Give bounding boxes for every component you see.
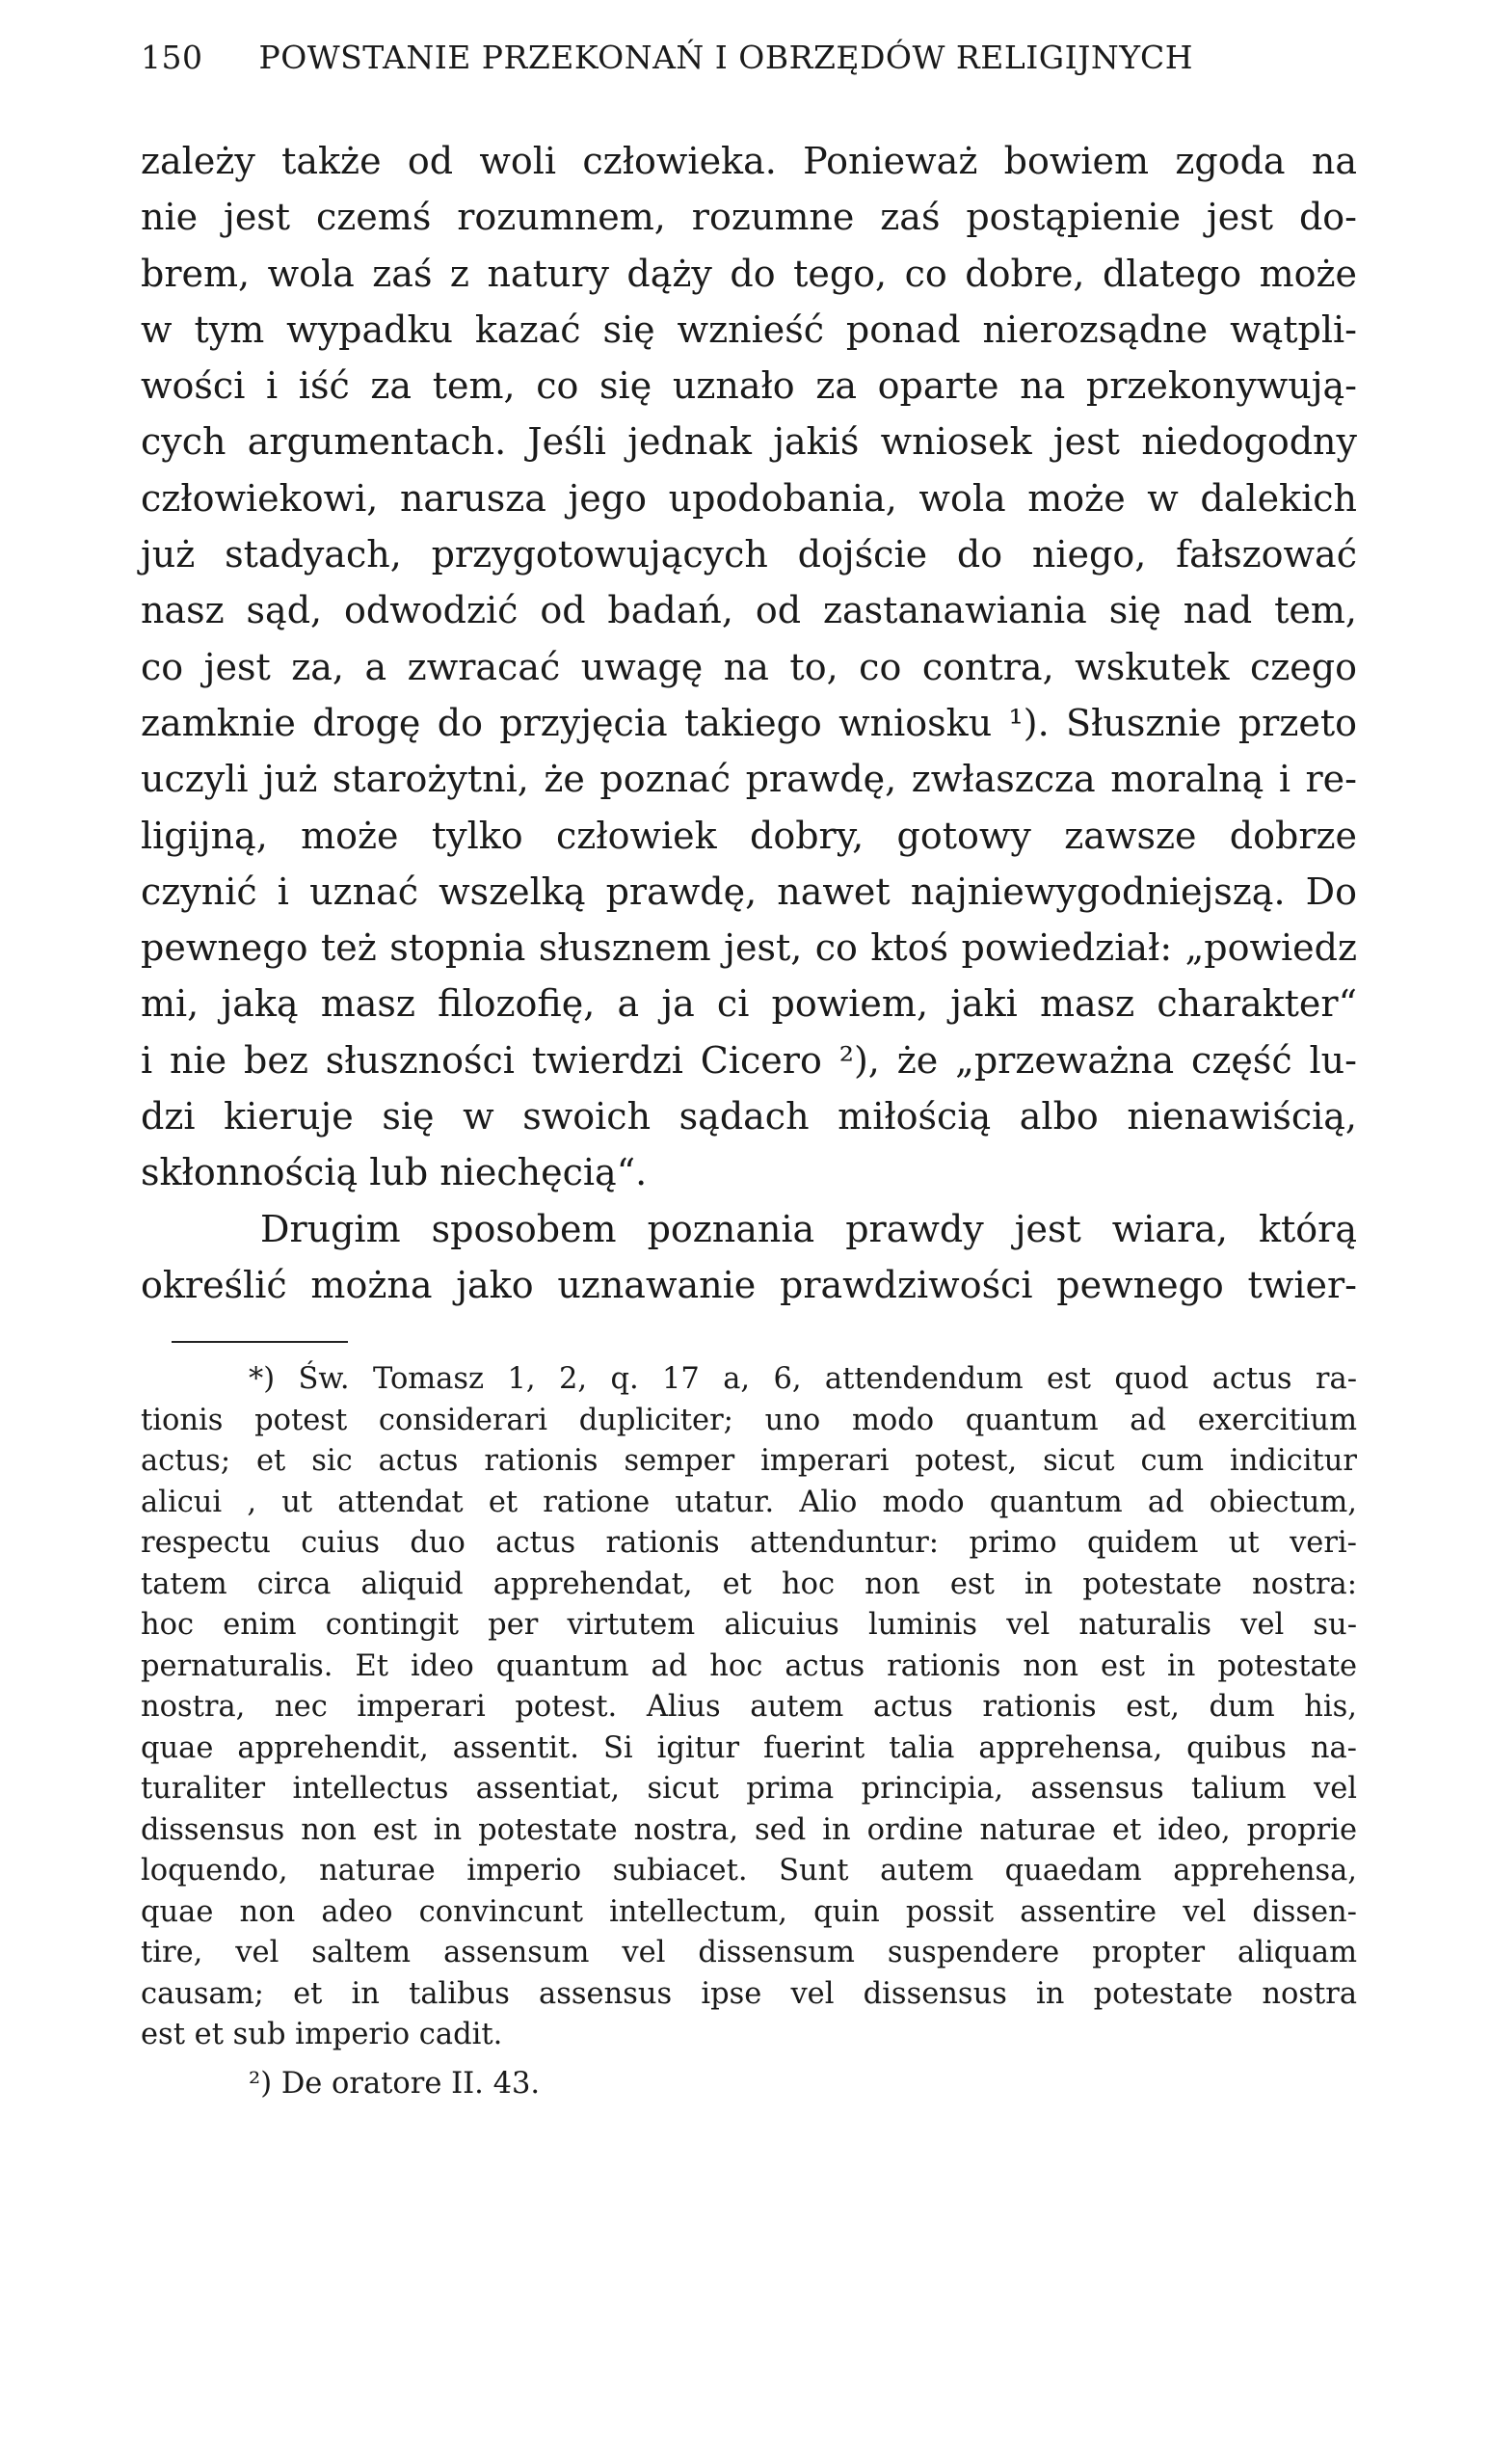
footnote-line: respectu cuius duo actus rationis attenduntur: primo quidem ut veri- — [141, 1526, 1357, 1560]
footnote-2: ²) De oratore II. 43. — [249, 2066, 541, 2101]
running-head — [141, 39, 1355, 76]
footnote-separator — [172, 1341, 348, 1343]
text-line: człowiekowi, narusza jego upodobania, wola może w dalekich — [141, 476, 1357, 520]
footnote-line: pernaturalis. Et ideo quantum ad hoc actus rationis non est in potestate — [141, 1648, 1357, 1683]
footnote-line: *) Św. Tomasz 1, 2, q. 17 a, 6, attendendum est quod actus ra- — [249, 1362, 1357, 1396]
text-line: zamknie drogę do przyjęcia takiego wniosku ¹). Słusznie przeto — [141, 701, 1357, 744]
footnote-line: actus; et sic actus rationis semper imperari potest, sicut cum indicitur — [141, 1444, 1357, 1478]
footnote-line: loquendo, naturae imperio subiacet. Sunt autem quaedam apprehensa, — [141, 1854, 1357, 1888]
text-line: mi, jaką masz filozofię, a ja ci powiem, jaki masz charakter“ — [141, 982, 1357, 1026]
running-title: POWSTANIE PRZEKONAŃ I OBRZĘDÓW RELIGIJNYCH — [258, 39, 1194, 76]
footnote-line: est et sub imperio cadit. — [141, 2018, 503, 2051]
footnote-line: alicui , ut attendat et ratione utatur. Alio modo quantum ad obiectum, — [141, 1485, 1357, 1519]
text-line: brem, wola zaś z natury dąży do tego, co dobre, dlatego może — [141, 252, 1357, 295]
text-line: nasz sąd, odwodzić od badań, od zastanawiania się nad tem, — [141, 589, 1357, 632]
footnote-line: tire, vel saltem assensum vel dissensum suspendere propter aliquam — [141, 1936, 1357, 1969]
footnote-line: dissensus non est in potestate nostra, sed in ordine naturae et ideo, proprie — [141, 1812, 1357, 1847]
text-line: czynić i uznać wszelką prawdę, nawet najniewygodniejszą. Do — [141, 870, 1357, 913]
text-line: w tym wypadku kazać się wznieść ponad nierozsądne wątpli- — [141, 308, 1357, 351]
footnote-line: tionis potest considerari dupliciter; uno modo quantum ad exercitium — [141, 1403, 1357, 1437]
text-line: ligijną, może tylko człowiek dobry, gotowy zawsze dobrze — [141, 814, 1357, 857]
text-line: określić można jako uznawanie prawdziwości pewnego twier- — [141, 1263, 1357, 1306]
footnote-line: causam; et in talibus assensus ipse vel dissensus in potestate nostra — [141, 1976, 1357, 2011]
text-line: wości i iść za tem, co się uznało za oparte na przekonywują- — [141, 364, 1357, 408]
footnote-line: nostra, nec imperari potest. Alius autem actus rationis est, dum his, — [141, 1690, 1357, 1724]
footnotes — [141, 1359, 1357, 2104]
text-line: już stadyach, przygotowujących dojście do niego, fałszować — [141, 533, 1357, 576]
footnote-line: quae non adeo convincunt intellectum, quin possit assentire vel dissen- — [141, 1894, 1357, 1929]
text-line: cych argumentach. Jeśli jednak jakiś wniosek jest niedogodny — [141, 420, 1357, 464]
footnote-line: hoc enim contingit per virtutem alicuius luminis vel naturalis vel su- — [141, 1608, 1357, 1642]
text-line: skłonnością lub niechęcią“. — [141, 1151, 648, 1194]
text-line: pewnego też stopnia słusznem jest, co ktoś powiedział: „powiedz — [141, 926, 1357, 970]
footnote-line: quae apprehendit, assentit. Si igitur fuerint talia apprehensa, quibus na- — [141, 1730, 1357, 1765]
footnote-line: tatem circa aliquid apprehendat, et hoc non est in potestate nostra: — [141, 1567, 1357, 1601]
page-number: 150 — [141, 39, 203, 76]
text-line: nie jest czemś rozumnem, rozumne zaś postąpienie jest do- — [141, 196, 1357, 239]
text-line: i nie bez słuszności twierdzi Cicero ²), że „przeważna część lu- — [141, 1038, 1357, 1082]
main-text — [141, 133, 1357, 1313]
text-line: co jest za, a zwracać uwagę na to, co contra, wskutek czego — [141, 645, 1357, 688]
text-line: dzi kieruje się w swoich sądach miłością albo nienawiścią, — [141, 1095, 1357, 1138]
text-line: zależy także od woli człowieka. Ponieważ bowiem zgoda na — [141, 140, 1357, 182]
text-line: uczyli już starożytni, że poznać prawdę, zwłaszcza moralną i re- — [141, 758, 1357, 801]
footnote-line: turaliter intellectus assentiat, sicut prima principia, assensus talium vel — [141, 1772, 1357, 1806]
text-line: Drugim sposobem poznania prawdy jest wiara, którą — [260, 1207, 1357, 1250]
